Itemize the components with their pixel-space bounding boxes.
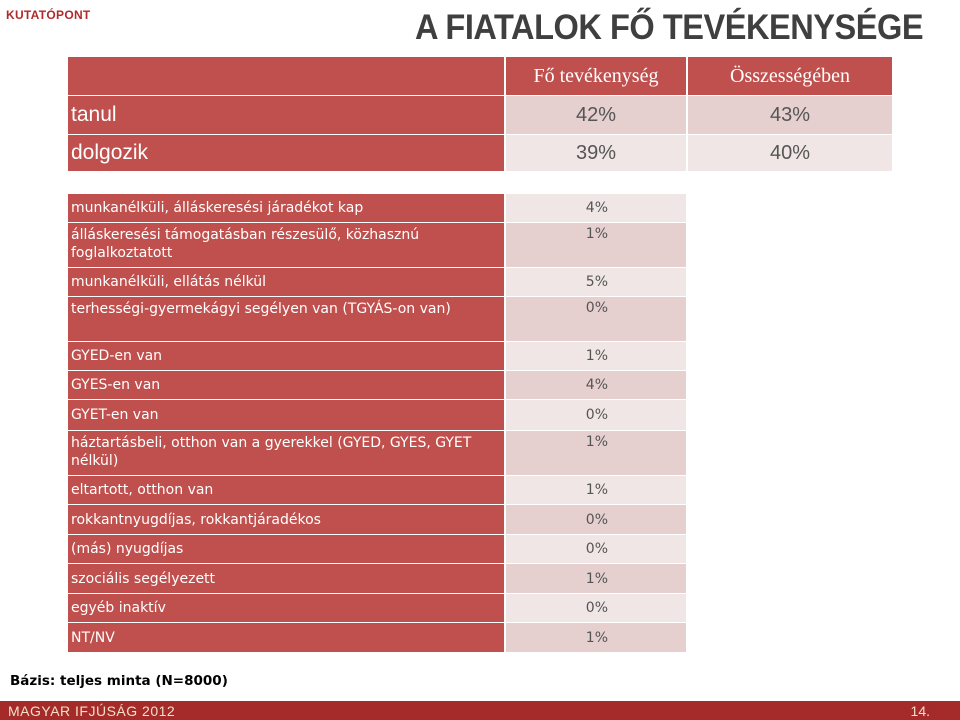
sub-row-value: 0% [506,505,686,534]
sub-row-label: NT/NV [68,623,504,652]
sub-row-value: 4% [506,194,686,222]
sub-row-value: 0% [506,297,686,341]
header-label-empty [68,57,504,95]
sub-row-label: (más) nyugdíjas [68,535,504,563]
sub-row [68,476,686,504]
table-row-dolgozik [68,135,892,171]
sub-row [68,194,686,222]
sub-row [68,564,686,593]
sub-row-value: 1% [506,431,686,475]
sub-row-value: 1% [506,476,686,504]
sub-row-value: 1% [506,342,686,370]
kutatopont-logo [6,2,106,26]
table-row-tanul [68,96,892,134]
sub-row-value: 0% [506,400,686,430]
sub-row-label: álláskeresési támogatásban részesülő, közhasznú foglalkoztatott [68,223,504,267]
sub-row-label: munkanélküli, álláskeresési járadékot kap [68,194,504,222]
sub-row [68,431,686,475]
sub-row [68,268,686,296]
sub-row-label: szociális segélyezett [68,564,504,593]
sub-row [68,594,686,622]
footer-bar [0,701,960,720]
basis-note: Bázis: teljes minta (N=8000) [10,673,228,689]
page-number: 14. [910,703,930,719]
header-fo-tevekenyseg: Fő tevékenység [506,57,686,95]
sub-row-label: egyéb inaktív [68,594,504,622]
footer-title: MAGYAR IFJÚSÁG 2012 [8,703,176,719]
sub-row-value: 5% [506,268,686,296]
sub-row [68,371,686,399]
sub-row-label: rokkantnyugdíjas, rokkantjáradékos [68,505,504,534]
sub-row-value: 1% [506,564,686,593]
sub-row-label: GYES-en van [68,371,504,399]
row-total-value: 40% [688,135,892,171]
sub-row [68,505,686,534]
sub-row [68,342,686,370]
sub-row [68,535,686,563]
page-title: A FIATALOK FŐ TEVÉKENYSÉGE [415,8,924,47]
row-label: dolgozik [68,135,504,171]
table-header-row [68,57,892,95]
row-main-value: 39% [506,135,686,171]
sub-row-label: terhességi-gyermekágyi segélyen van (TGYÁS-on van) [68,297,504,341]
row-label: tanul [68,96,504,134]
row-total-value: 43% [688,96,892,134]
header-osszessegeben: Összességében [688,57,892,95]
sub-row-value: 4% [506,371,686,399]
sub-row-label: GYED-en van [68,342,504,370]
row-main-value: 42% [506,96,686,134]
sub-row-value: 0% [506,535,686,563]
sub-row-value: 1% [506,623,686,652]
sub-row-value: 0% [506,594,686,622]
sub-row-value: 1% [506,223,686,267]
sub-row [68,623,686,652]
sub-row-label: eltartott, otthon van [68,476,504,504]
logo-text: KUTATÓPONT [6,8,91,22]
sub-row [68,223,686,267]
sub-row [68,297,686,341]
sub-row-label: háztartásbeli, otthon van a gyerekkel (GYED, GYES, GYET nélkül) [68,431,504,475]
sub-row-label: munkanélküli, ellátás nélkül [68,268,504,296]
sub-row-label: GYET-en van [68,400,504,430]
sub-row [68,400,686,430]
